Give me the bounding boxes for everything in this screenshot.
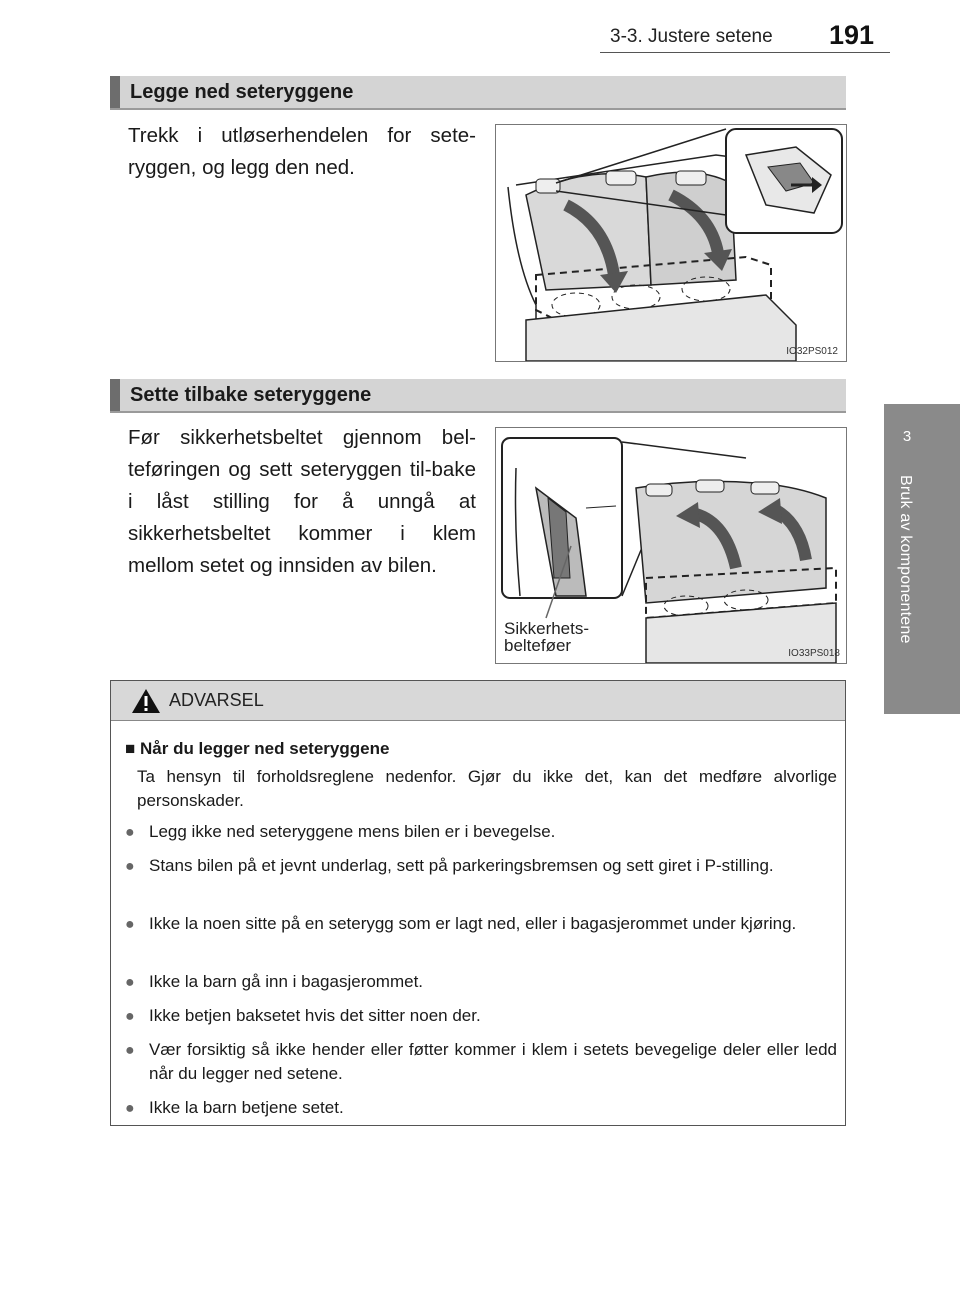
bullet-dot-icon: ● bbox=[125, 974, 135, 991]
warning-bullet: ● Ikke betjen baksetet hvis det sitter noen der. bbox=[125, 1004, 837, 1028]
warning-title: ADVARSEL bbox=[169, 690, 264, 710]
page-number: 191 bbox=[829, 20, 875, 50]
warning-box bbox=[110, 680, 846, 1126]
warning-bullet: ● Stans bilen på et jevnt underlag, sett på parkeringsbremsen og sett giret i P-stilling. bbox=[125, 854, 837, 878]
chapter-title: Bruk av komponentene bbox=[897, 475, 914, 644]
section-title: 3-3. Justere setene bbox=[610, 26, 773, 47]
section-heading-return bbox=[110, 379, 846, 413]
bullet-dot-icon: ● bbox=[125, 824, 135, 841]
warning-header bbox=[111, 681, 845, 721]
warning-bullet: ● Vær forsiktig så ikke hender eller føtter kommer i klem i setets bevegelige deler eller ledd når du legger ned setene. bbox=[125, 1040, 837, 1083]
chapter-number: 3 bbox=[902, 428, 912, 445]
bullet-dot-icon: ● bbox=[125, 916, 135, 933]
square-bullet-icon: ■ bbox=[125, 739, 140, 758]
warning-bullet: ● Ikke la barn betjene setet. bbox=[125, 1096, 837, 1120]
warning-bullet: ● Ikke la noen sitte på en seterygg som er lagt ned, eller i bagasjerommet under kjøring. bbox=[125, 912, 837, 936]
section-heading-text: Sette tilbake seteryggene bbox=[130, 384, 372, 406]
instruction-return: Før sikkerhetsbeltet gjennom bel-teføringen og sett seteryggen til-bake i låst stilling for å unngå at sikkerhetsbeltet kommer i klem mellom setet og innsiden av bilen. bbox=[128, 426, 476, 577]
warning-bullet: ● Legg ikke ned seteryggene mens bilen er i bevegelse. bbox=[125, 820, 837, 844]
heading-bar bbox=[110, 379, 120, 411]
warning-bullet: ● Ikke la barn gå inn i bagasjerommet. bbox=[125, 970, 837, 994]
figure-fold-seatback bbox=[495, 124, 847, 362]
bullet-dot-icon: ● bbox=[125, 858, 135, 875]
belt-guide-callout bbox=[504, 620, 589, 654]
figure-return-seatback bbox=[495, 427, 847, 664]
bullet-dot-icon: ● bbox=[125, 1100, 135, 1117]
section-heading-text: Legge ned seteryggene bbox=[130, 81, 354, 103]
heading-bar bbox=[110, 76, 120, 108]
header-rule bbox=[600, 52, 890, 53]
figure-code: IO32PS012 bbox=[786, 346, 838, 357]
bullet-dot-icon: ● bbox=[125, 1042, 135, 1059]
warning-subheading bbox=[125, 739, 389, 759]
callout-line-2: belteføer bbox=[504, 636, 572, 655]
warning-intro: Ta hensyn til forholdsreglene nedenfor. Gjør du ikke det, kan det medføre alvorlige personskader. bbox=[137, 767, 837, 810]
seat-fold-illustration bbox=[496, 125, 846, 361]
bullet-dot-icon: ● bbox=[125, 1008, 135, 1025]
figure-code: IO33PS018 bbox=[788, 648, 840, 659]
instruction-fold: Trekk i utløserhendelen for sete-ryggen, og legg den ned. bbox=[128, 124, 476, 179]
section-heading-fold bbox=[110, 76, 846, 110]
callout-line-1: Sikkerhets- bbox=[504, 619, 590, 638]
warning-subheading-text: Når du legger ned seteryggene bbox=[140, 739, 390, 758]
warning-triangle-icon bbox=[131, 687, 161, 715]
